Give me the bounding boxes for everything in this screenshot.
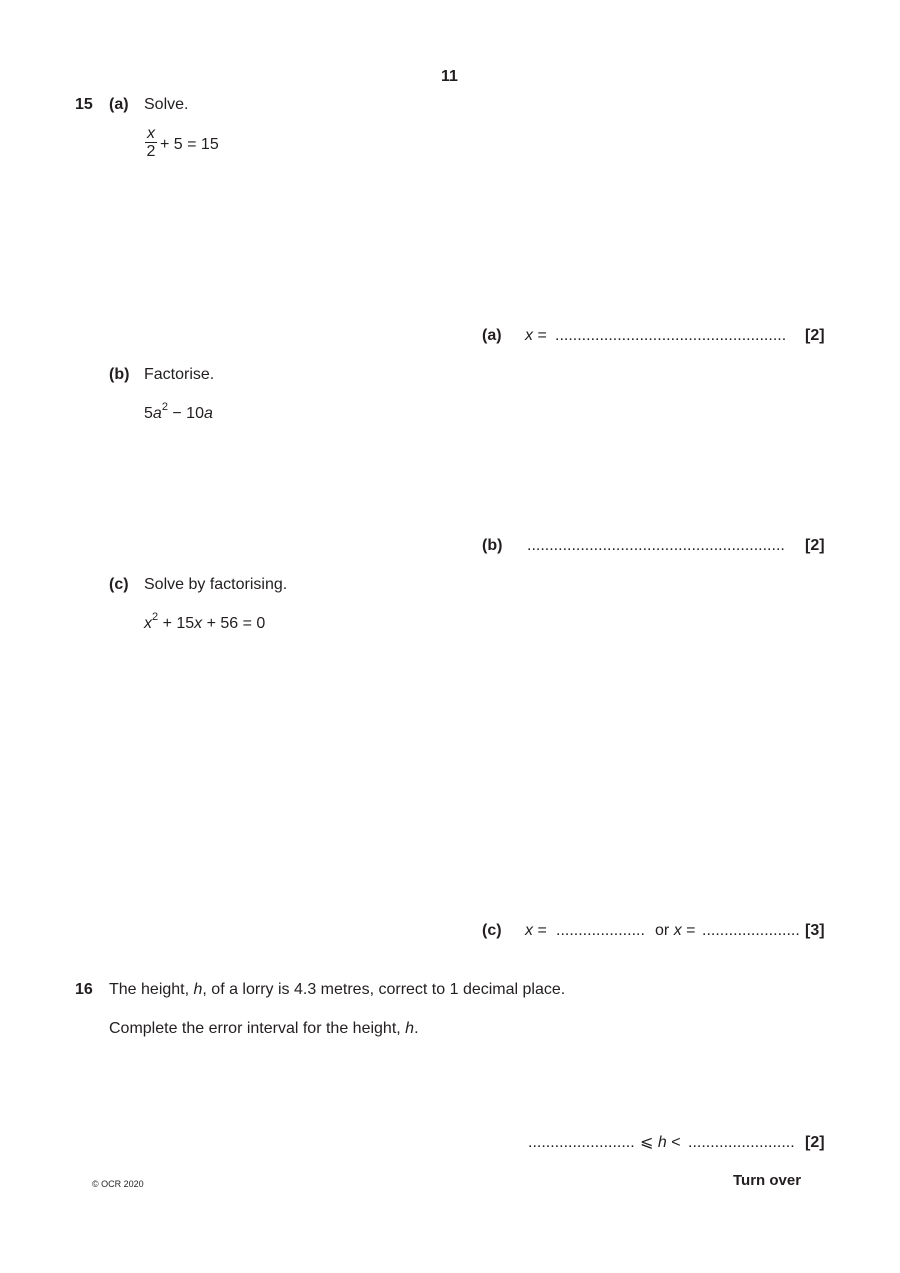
constant-term: + 56 = 0	[202, 615, 266, 632]
footer-copyright: © OCR 2020	[92, 1179, 144, 1189]
or-text: or	[655, 922, 670, 939]
equals-sign: =	[537, 922, 547, 939]
variable-x: x	[144, 615, 152, 632]
q15b-answer-field[interactable]: ..........................................................	[527, 537, 785, 554]
page-number: 11	[441, 68, 458, 85]
answer-variable: x	[525, 922, 533, 939]
q15a-marks: [2]	[805, 327, 825, 344]
q15c-answer-field-2[interactable]: ......................	[702, 922, 800, 939]
q15a-answer-field[interactable]: ....................................................	[555, 327, 787, 344]
q15c-label: (c)	[109, 576, 129, 593]
statement-text: , of a lorry is 4.3 metres, correct to 1 decimal place.	[202, 981, 566, 998]
statement-text: The height,	[109, 981, 194, 998]
leq-sign: ⩽	[640, 1134, 654, 1151]
exponent: 2	[152, 610, 159, 623]
variable-h: h	[657, 1134, 667, 1151]
q15c-instruction: Solve by factorising.	[144, 576, 288, 593]
equals-sign: =	[686, 922, 696, 939]
q16-lower-bound-field[interactable]: ........................	[528, 1134, 635, 1151]
fraction-numerator: x	[147, 125, 155, 142]
variable-x: x	[194, 615, 203, 632]
q16-marks: [2]	[805, 1134, 825, 1151]
q15a-equation-rest: + 5 = 15	[160, 136, 219, 153]
middle-term: + 15	[158, 615, 195, 632]
q15a-label: (a)	[109, 96, 129, 113]
turn-over-label: Turn over	[733, 1172, 802, 1189]
lt-sign: <	[671, 1134, 681, 1151]
minus-term: − 10	[167, 405, 204, 422]
question-15-number: 15	[75, 96, 93, 113]
instruction-text: Complete the error interval for the height,	[109, 1020, 406, 1037]
q15b-answer-label: (b)	[482, 537, 503, 554]
q15a-answer-label: (a)	[482, 327, 502, 344]
fraction-denominator: 2	[146, 143, 156, 160]
equals-sign: =	[537, 327, 547, 344]
q16-instruction	[109, 1021, 419, 1037]
variable-a: a	[203, 405, 213, 422]
q15c-expression	[144, 610, 266, 632]
q15c-answer-expression-2	[655, 923, 695, 939]
q15c-answer-expression-1	[525, 923, 547, 939]
q15b-label: (b)	[109, 366, 130, 383]
variable-h: h	[193, 981, 203, 998]
variable-a: a	[152, 405, 162, 422]
exponent: 2	[161, 400, 168, 413]
q16-inequality	[640, 1135, 681, 1151]
q15c-marks: [3]	[805, 922, 825, 939]
answer-variable: x	[525, 327, 533, 344]
variable-h: h	[405, 1020, 415, 1037]
q15c-answer-label: (c)	[482, 922, 502, 939]
question-16-number: 16	[75, 981, 93, 998]
q15a-answer-expression	[525, 328, 547, 344]
q15a-instruction: Solve.	[144, 96, 189, 113]
instruction-text: .	[414, 1020, 419, 1037]
answer-variable: x	[673, 922, 682, 939]
q15b-expression	[144, 400, 213, 422]
q16-upper-bound-field[interactable]: ........................	[688, 1134, 795, 1151]
q15b-instruction: Factorise.	[144, 366, 215, 383]
q15b-marks: [2]	[805, 537, 825, 554]
coefficient: 5	[144, 405, 153, 422]
q16-statement	[109, 982, 565, 998]
q15c-answer-field-1[interactable]: ....................	[556, 922, 645, 939]
q15a-fraction	[145, 127, 157, 160]
